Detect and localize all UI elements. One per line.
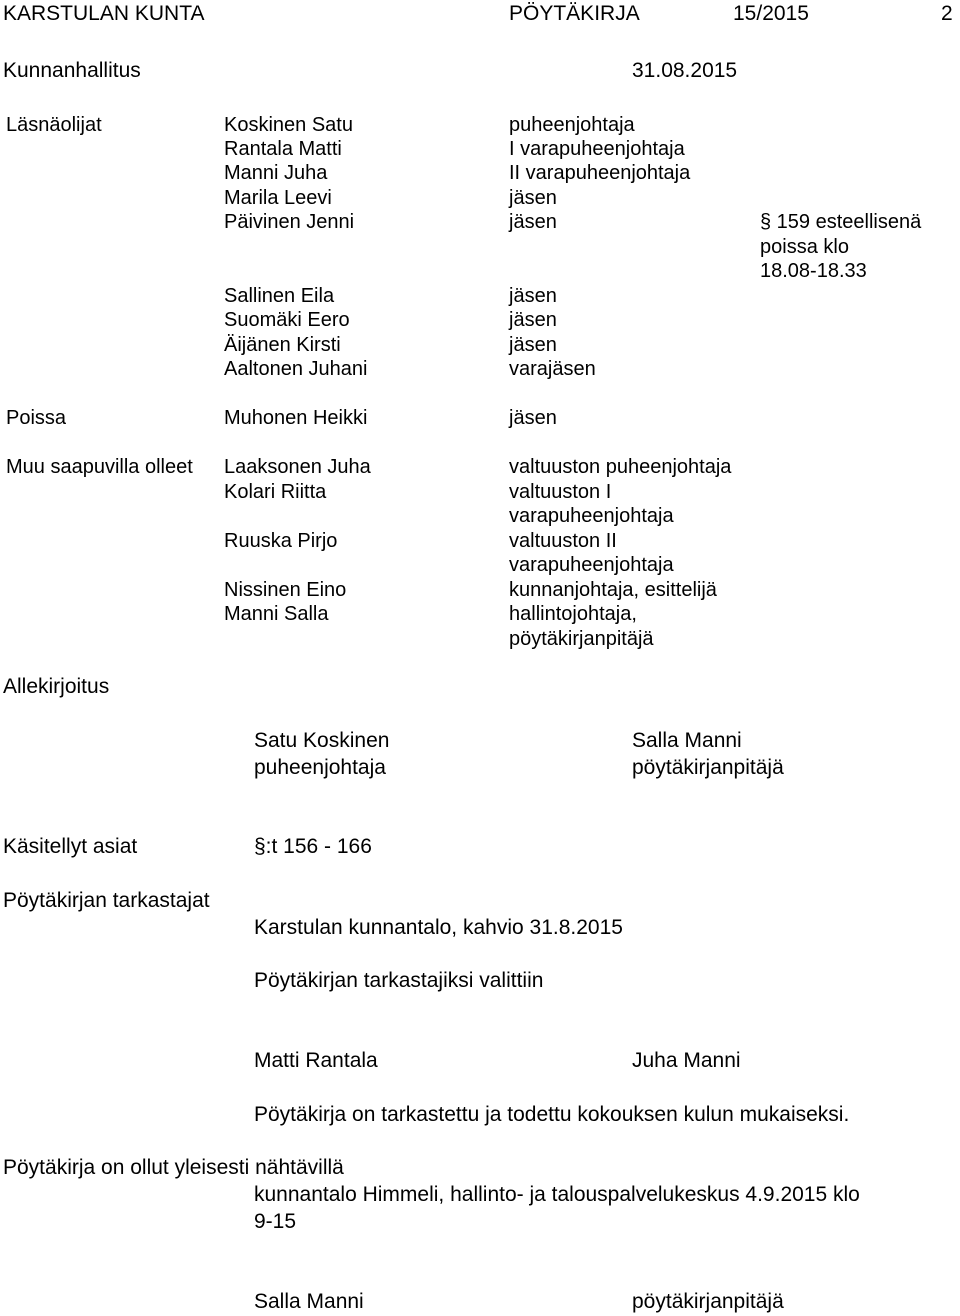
inspection-statement: Pöytäkirja on tarkastettu ja todettu kokouksen kulun mukaiseksi. (254, 1103, 850, 1126)
signer-name: Satu Koskinen (254, 729, 390, 752)
absent-label: Poissa (6, 407, 67, 429)
attendee-name: Manni Juha (224, 162, 328, 184)
inspectors-selected-text: Pöytäkirjan tarkastajiksi valittiin (254, 969, 544, 992)
attendee-name: Rantala Matti (224, 138, 342, 160)
signature-label: Allekirjoitus (3, 675, 110, 698)
other-role: valtuuston I (509, 481, 612, 503)
other-role: hallintojohtaja, (509, 603, 637, 625)
document-type: PÖYTÄKIRJA (509, 2, 640, 25)
other-role: valtuuston II (509, 530, 617, 552)
document-number: 15/2015 (733, 2, 809, 25)
attendee-role: jäsen (509, 187, 557, 209)
attendee-role: jäsen (509, 334, 557, 356)
matters-label: Käsitellyt asiat (3, 835, 138, 858)
public-signer-title: pöytäkirjanpitäjä (632, 1290, 784, 1313)
other-role: pöytäkirjanpitäjä (509, 628, 654, 650)
other-role: varapuheenjohtaja (509, 554, 674, 576)
attendee-name: Koskinen Satu (224, 114, 353, 136)
other-name: Kolari Riitta (224, 481, 327, 503)
inspector-name: Matti Rantala (254, 1049, 378, 1072)
signer-title: puheenjohtaja (254, 756, 386, 779)
attendee-role: puheenjohtaja (509, 114, 635, 136)
attendee-note: § 159 esteellisenä (760, 211, 922, 233)
other-name: Ruuska Pirjo (224, 530, 338, 552)
inspection-place-date: Karstulan kunnantalo, kahvio 31.8.2015 (254, 916, 623, 939)
other-name: Manni Salla (224, 603, 329, 625)
municipality-name: KARSTULAN KUNTA (3, 2, 205, 25)
attendee-role: I varapuheenjohtaja (509, 138, 685, 160)
attendee-name: Aaltonen Juhani (224, 358, 368, 380)
public-display-location: kunnantalo Himmeli, hallinto- ja talouspalvelukeskus 4.9.2015 klo (254, 1183, 860, 1206)
public-signer-name: Salla Manni (254, 1290, 364, 1313)
body-name: Kunnanhallitus (3, 59, 141, 82)
page-number: 2 (941, 2, 953, 25)
attendee-role: II varapuheenjohtaja (509, 162, 691, 184)
attendee-note: 18.08-18.33 (760, 260, 867, 282)
attendee-role: jäsen (509, 285, 557, 307)
attendee-role: jäsen (509, 211, 557, 233)
other-role: varapuheenjohtaja (509, 505, 674, 527)
attendee-name: Äijänen Kirsti (224, 334, 341, 356)
absent-name: Muhonen Heikki (224, 407, 368, 429)
attendee-note: poissa klo (760, 236, 849, 258)
matters-value: §:t 156 - 166 (254, 835, 372, 858)
inspector-name: Juha Manni (632, 1049, 741, 1072)
public-display-label: Pöytäkirja on ollut yleisesti nähtävillä (3, 1156, 344, 1179)
attendees-label: Läsnäolijat (6, 114, 102, 136)
other-name: Laaksonen Juha (224, 456, 371, 478)
attendee-name: Marila Leevi (224, 187, 332, 209)
inspectors-label: Pöytäkirjan tarkastajat (3, 889, 210, 912)
meeting-date: 31.08.2015 (632, 59, 738, 82)
absent-role: jäsen (509, 407, 557, 429)
others-label: Muu saapuvilla olleet (6, 456, 193, 478)
signer-title: pöytäkirjanpitäjä (632, 756, 784, 779)
attendee-name: Suomäki Eero (224, 309, 350, 331)
signer-name: Salla Manni (632, 729, 742, 752)
attendee-role: jäsen (509, 309, 557, 331)
other-name: Nissinen Eino (224, 579, 347, 601)
attendee-name: Sallinen Eila (224, 285, 335, 307)
public-display-time: 9-15 (254, 1210, 297, 1233)
other-role: valtuuston puheenjohtaja (509, 456, 732, 478)
attendee-name: Päivinen Jenni (224, 211, 355, 233)
other-role: kunnanjohtaja, esittelijä (509, 579, 717, 601)
attendee-role: varajäsen (509, 358, 596, 380)
